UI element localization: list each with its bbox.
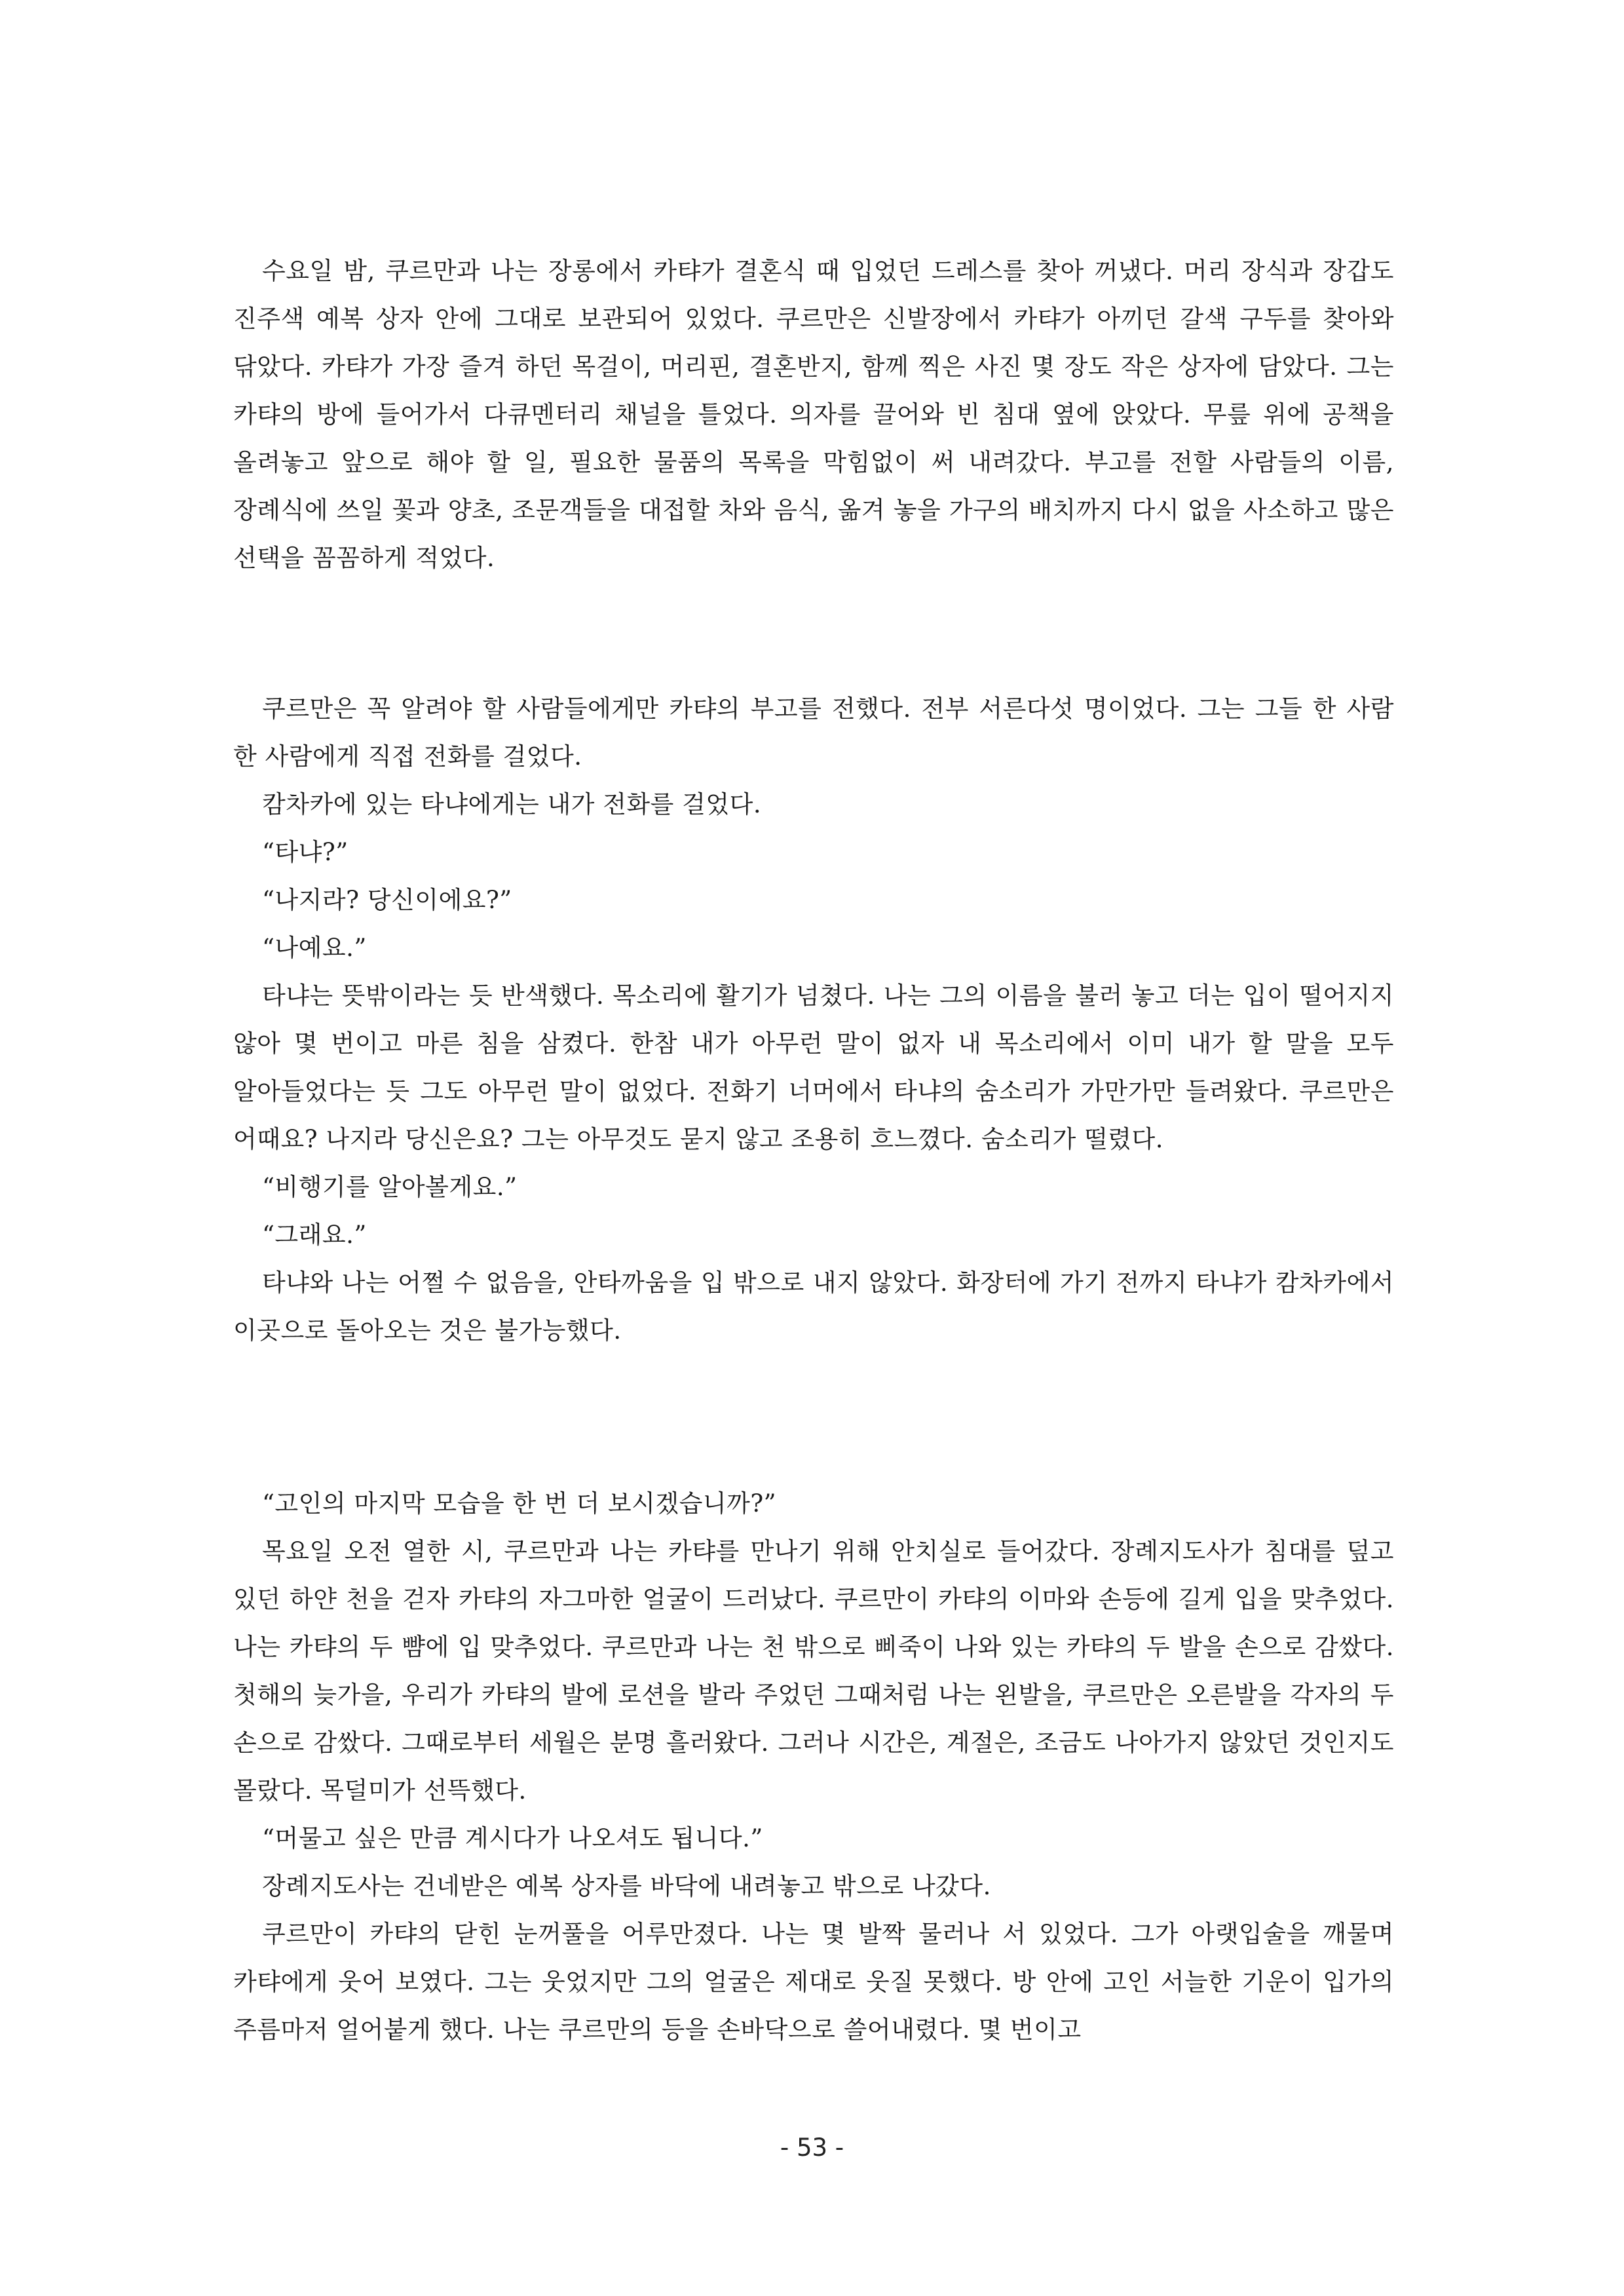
paragraph: 타냐와 나는 어쩔 수 없음을, 안타까움을 입 밖으로 내지 않았다. 화장터에 가기 전까지 타냐가 캄차카에서 이곳으로 돌아오는 것은 불가능했다. [233, 1269, 1394, 1345]
paragraph: 장례지도사는 건네받은 예복 상자를 바닥에 내려놓고 밖으로 나갔다. [262, 1872, 991, 1900]
dialogue-line: “비행기를 알아볼게요.” [262, 1173, 518, 1201]
dialogue-line: “그래요.” [262, 1221, 367, 1249]
dialogue-line: “타냐?” [262, 838, 349, 866]
text-section-2 [233, 685, 1394, 1354]
dialogue-line: “고인의 마지막 모습을 한 번 더 보시겠습니까?” [262, 1489, 777, 1518]
dialogue-line: “머물고 싶은 만큼 계시다가 나오셔도 됩니다.” [262, 1824, 763, 1852]
dialogue-line: “나예요.” [262, 934, 367, 962]
text-section-1 [233, 247, 1394, 582]
paragraph: 쿠르만은 꼭 알려야 할 사람들에게만 카탸의 부고를 전했다. 전부 서른다섯 명이었다. 그는 그들 한 사람 한 사람에게 직접 전화를 걸었다. [233, 695, 1394, 771]
paragraph: 캄차카에 있는 타냐에게는 내가 전화를 걸었다. [262, 790, 762, 818]
dialogue-line: “나지라? 당신이에요?” [262, 886, 512, 914]
text-section-3 [233, 1480, 1394, 2054]
paragraph: 수요일 밤, 쿠르만과 나는 장롱에서 카탸가 결혼식 때 입었던 드레스를 찾아 꺼냈다. 머리 장식과 장갑도 진주색 예복 상자 안에 그대로 보관되어 있었다. 쿠르만은 신발장에서 카탸가 아끼던 갈색 구두를 찾아와 닦았다. 카탸가 가장 즐겨 하던 목걸이, 머리핀, 결혼반지, 함께 찍은 사진 몇 장도 작은 상자에 담았다. 그는 카탸의 방에 들어가서 다큐멘터리 채널을 틀었다. 의자를 끌어와 빈 침대 옆에 앉았다. 무릎 위에 공책을 올려놓고 앞으로 해야 할 일, 필요한 물품의 목록을 막힘없이 써 내려갔다. 부고를 전할 사람들의 이름, 장례식에 쓰일 꽃과 양초, 조문객들을 대접할 차와 음식, 옮겨 놓을 가구의 배치까지 다시 없을 사소하고 많은 선택을 꼼꼼하게 적었다. [233, 257, 1394, 572]
paragraph: 쿠르만이 카탸의 닫힌 눈꺼풀을 어루만졌다. 나는 몇 발짝 물러나 서 있었다. 그가 아랫입술을 깨물며 카탸에게 웃어 보였다. 그는 웃었지만 그의 얼굴은 제대로 웃질 못했다. 방 안에 고인 서늘한 기운이 입가의 주름마저 얼어붙게 했다. 나는 쿠르만의 등을 손바닥으로 쓸어내렸다. 몇 번이고 [233, 1920, 1394, 2044]
page-number: - 53 - [780, 2133, 844, 2162]
paragraph: 타냐는 뜻밖이라는 듯 반색했다. 목소리에 활기가 넘쳤다. 나는 그의 이름을 불러 놓고 더는 입이 떨어지지 않아 몇 번이고 마른 침을 삼켰다. 한참 내가 아무런 말이 없자 내 목소리에서 이미 내가 할 말을 모두 알아들었다는 듯 그도 아무런 말이 없었다. 전화기 너머에서 타냐의 숨소리가 가만가만 들려왔다. 쿠르만은 어때요? 나지라 당신은요? 그는 아무것도 묻지 않고 조용히 흐느꼈다. 숨소리가 떨렸다. [233, 982, 1394, 1153]
paragraph: 목요일 오전 열한 시, 쿠르만과 나는 카탸를 만나기 위해 안치실로 들어갔다. 장례지도사가 침대를 덮고 있던 하얀 천을 걷자 카탸의 자그마한 얼굴이 드러났다. 쿠르만이 카탸의 이마와 손등에 길게 입을 맞추었다. 나는 카탸의 두 뺨에 입 맞추었다. 쿠르만과 나는 천 밖으로 삐죽이 나와 있는 카탸의 두 발을 손으로 감쌌다. 첫해의 늦가을, 우리가 카탸의 발에 로션을 발라 주었던 그때처럼 나는 왼발을, 쿠르만은 오른발을 각자의 두 손으로 감쌌다. 그때로부터 세월은 분명 흘러왔다. 그러나 시간은, 계절은, 조금도 나아가지 않았던 것인지도 몰랐다. 목덜미가 선뜩했다. [233, 1537, 1395, 1805]
